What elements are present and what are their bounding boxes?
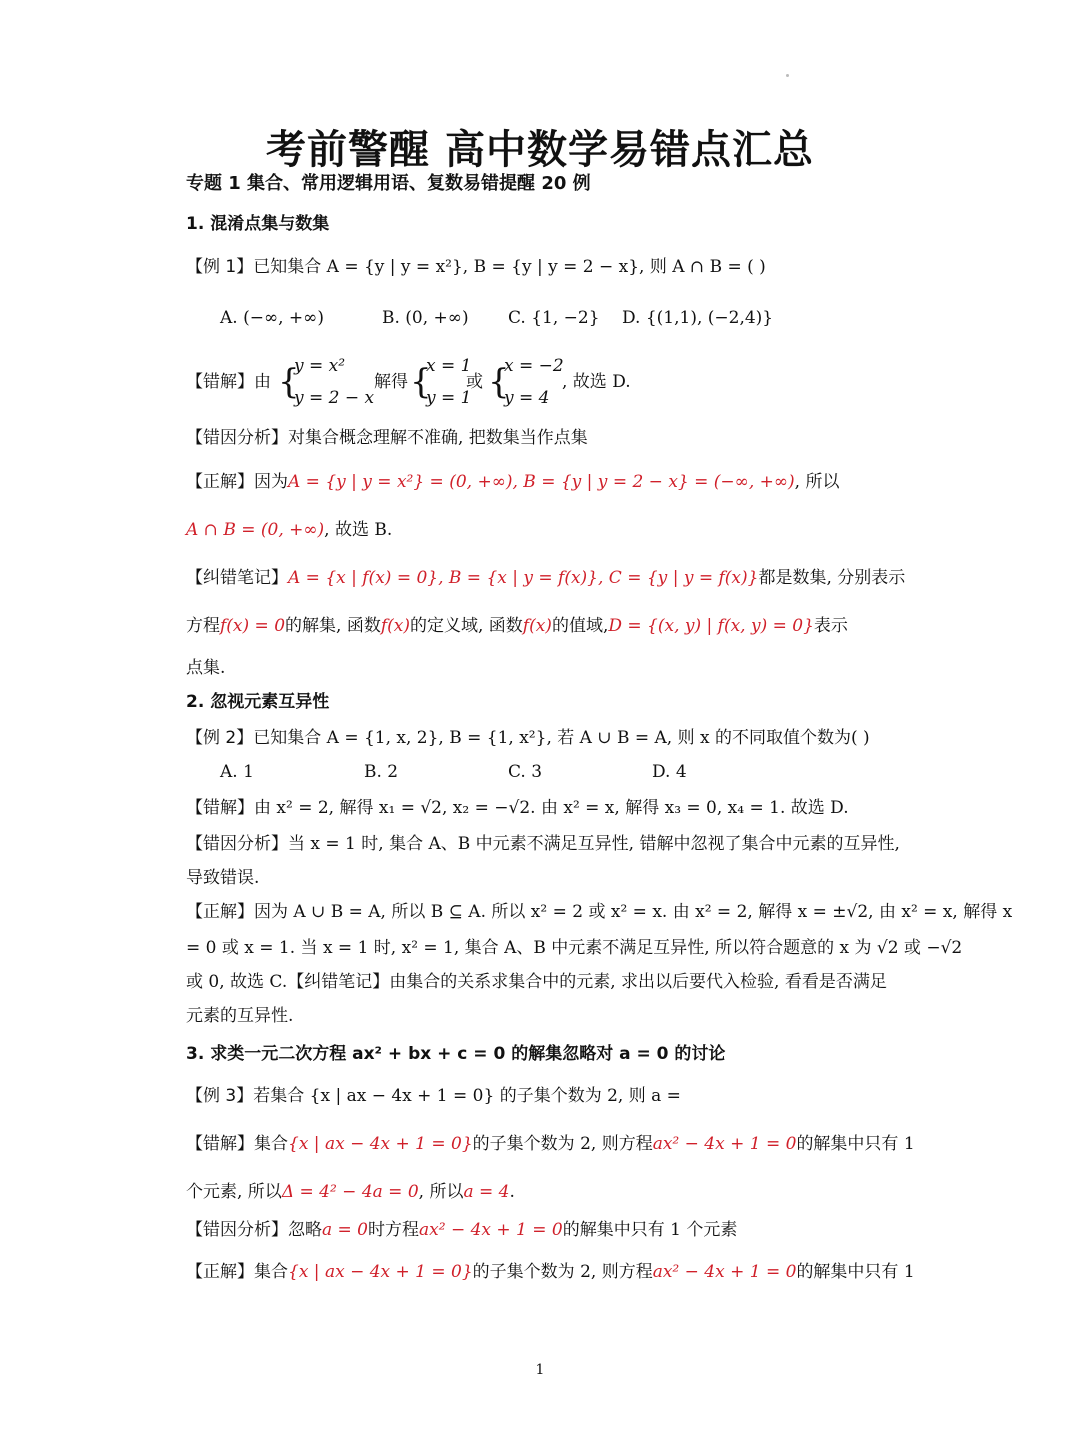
cause-2 <box>186 832 906 856</box>
example-1-text: 已知集合 A = {y | y = x²}, B = {y | y = 2 − x}, 则 A ∩ B = ( ) <box>253 257 766 277</box>
example-1-option-d: D. {(1,1), (−2,4)} <box>622 308 774 328</box>
note-1-t5: 表示 <box>813 616 848 636</box>
section-2-heading: 2. 忽视元素互异性 <box>186 692 330 712</box>
example-2-option-c: C. 3 <box>508 762 543 782</box>
solution-b-x: x = −2 <box>504 356 564 376</box>
system-1-eq2: y = 2 − x <box>294 388 375 408</box>
wrong-3-f1: {x | ax − 4x + 1 = 0} <box>288 1134 473 1154</box>
note-1-post: 都是数集, 分别表示 <box>758 568 906 588</box>
wrong-3-tag: 【错解】 <box>186 1134 254 1154</box>
section-3-heading: 3. 求类一元二次方程 ax² + bx + c = 0 的解集忽略对 a = 0 的讨论 <box>186 1044 726 1064</box>
note-1-f3: f(x) <box>522 616 552 636</box>
section-1-heading: 1. 混淆点集与数集 <box>186 214 330 234</box>
correct-2-answer: 或 0, 故选 C. <box>186 972 288 992</box>
correct-3-f1: {x | ax − 4x + 1 = 0} <box>288 1262 473 1282</box>
note-1-f2: f(x) <box>380 616 410 636</box>
cause-1-tag: 【错因分析】 <box>186 428 288 448</box>
example-1-option-b: B. (0, +∞) <box>382 308 469 328</box>
correct-2-line4: 元素的互异性. <box>186 1006 294 1026</box>
wrong-solution-2 <box>186 796 906 820</box>
note-1-tag: 【纠错笔记】 <box>186 568 288 588</box>
solution-a-y: y = 1 <box>426 388 472 408</box>
cause-3-f2: ax² − 4x + 1 = 0 <box>419 1220 563 1240</box>
correct-2-line2: = 0 或 x = 1. 当 x = 1 时, x² = 1, 集合 A、B 中元素不满足互异性, 所以符合题意的 x 为 √2 或 −√2 <box>186 938 963 958</box>
wrong-2-tag: 【错解】 <box>186 798 254 818</box>
wrong-1-tag: 【错解】 <box>186 372 254 392</box>
cause-3-tag: 【错因分析】 <box>186 1220 288 1240</box>
solution-a-x: x = 1 <box>426 356 472 376</box>
example-3-tag: 【例 3】 <box>186 1086 254 1106</box>
correct-2-line3 <box>186 970 906 994</box>
wrong-3-f2: ax² − 4x + 1 = 0 <box>652 1134 797 1154</box>
example-2-option-b: B. 2 <box>364 762 399 782</box>
topic-heading: 专题 1 集合、常用逻辑用语、复数易错提醒 20 例 <box>186 173 591 194</box>
page-title: 考前警醒 高中数学易错点汇总 <box>266 127 814 173</box>
wrong-2-text: 由 x² = 2, 解得 x₁ = √2, x₂ = −√2. 由 x² = x, 解得 x₃ = 0, x₄ = 1. 故选 D. <box>254 798 849 818</box>
correct-3-t3: 的解集中只有 1 <box>796 1262 915 1282</box>
solution-b-y: y = 4 <box>504 388 550 408</box>
correct-1-answer: , 故选 B. <box>324 520 393 540</box>
example-2-option-d: D. 4 <box>652 762 687 782</box>
wrong-3b-f2: a = 4 <box>463 1182 510 1202</box>
correct-1-pre: 因为 <box>254 472 288 492</box>
note-1-t1: 方程 <box>186 616 220 636</box>
cause-3-t3: 的解集中只有 1 个元素 <box>562 1220 738 1240</box>
cause-3 <box>186 1218 906 1242</box>
wrong-solution-3-cont <box>186 1180 906 1204</box>
note-1 <box>186 566 906 590</box>
cause-1 <box>186 426 906 450</box>
example-2 <box>186 726 906 750</box>
example-3 <box>186 1084 906 1108</box>
correct-2-tag: 【正解】 <box>186 902 254 922</box>
example-1-option-a: A. (−∞, +∞) <box>220 308 324 328</box>
note-2-tag: 【纠错笔记】 <box>287 972 390 992</box>
cause-2-text: 当 x = 1 时, 集合 A、B 中元素不满足互异性, 错解中忽视了集合中元素的互异性, <box>288 834 900 854</box>
system-brace-1: { <box>278 362 300 402</box>
note-2-text: 由集合的关系求集合中的元素, 求出以后要代入检验, 看看是否满足 <box>389 972 887 992</box>
wrong-1-or: 或 <box>466 372 483 392</box>
cause-2-tag: 【错因分析】 <box>186 834 288 854</box>
note-1-f4: D = {(x, y) | f(x, y) = 0} <box>608 616 814 636</box>
correct-2-text: 因为 A ∪ B = A, 所以 B ⊆ A. 所以 x² = 2 或 x² = x. 由 x² = 2, 解得 x = ±√2, 由 x² = x, 解得 x <box>254 902 1013 922</box>
correct-1-tag: 【正解】 <box>186 472 254 492</box>
note-1-formula: A = {x | f(x) = 0}, B = {x | y = f(x)}, C = {y | y = f(x)} <box>288 568 759 588</box>
note-1-cont <box>186 614 906 638</box>
correct-3-t1: 集合 <box>254 1262 288 1282</box>
correct-3 <box>186 1260 915 1284</box>
correct-3-t2: 的子集个数为 2, 则方程 <box>472 1262 653 1282</box>
wrong-1-pre: 由 <box>254 372 271 392</box>
example-1 <box>186 255 906 279</box>
system-1-eq1: y = x² <box>294 356 346 376</box>
correct-1-formula: A = {y | y = x²} = (0, +∞), B = {y | y = 2 − x} = (−∞, +∞) <box>288 472 795 492</box>
wrong-3b-t3: . <box>509 1182 515 1202</box>
example-1-tag: 【例 1】 <box>186 257 254 277</box>
example-1-option-c: C. {1, −2} <box>508 308 600 328</box>
page-number: 1 <box>535 1362 545 1378</box>
wrong-3b-t1: 个元素, 所以 <box>186 1182 282 1202</box>
cause-2-cont: 导致错误. <box>186 868 260 888</box>
correct-1 <box>186 470 906 494</box>
scan-speck <box>786 74 789 77</box>
wrong-3-t3: 的解集中只有 1 <box>796 1134 915 1154</box>
correct-1-intersection: A ∩ B = (0, +∞) <box>186 520 325 540</box>
wrong-3-t2: 的子集个数为 2, 则方程 <box>472 1134 653 1154</box>
example-2-option-a: A. 1 <box>220 762 254 782</box>
note-1-t3: 的定义域, 函数 <box>409 616 523 636</box>
cause-1-text: 对集合概念理解不准确, 把数集当作点集 <box>288 428 588 448</box>
note-1-f1: f(x) = 0 <box>220 616 286 636</box>
correct-3-f2: ax² − 4x + 1 = 0 <box>652 1262 797 1282</box>
wrong-3b-t2: , 所以 <box>418 1182 464 1202</box>
correct-1-cont <box>186 518 906 542</box>
wrong-3-t1: 集合 <box>254 1134 288 1154</box>
wrong-solution-3 <box>186 1132 915 1156</box>
wrong-3b-f1: Δ = 4² − 4a = 0 <box>281 1182 419 1202</box>
cause-3-t1: 忽略 <box>288 1220 322 1240</box>
cause-3-t2: 时方程 <box>368 1220 420 1240</box>
system-brace-2: { <box>410 362 432 402</box>
note-1-t2: 的解集, 函数 <box>285 616 381 636</box>
example-3-text: 若集合 {x | ax − 4x + 1 = 0} 的子集个数为 2, 则 a = <box>253 1086 681 1106</box>
wrong-1-mid: 解得 <box>374 372 408 392</box>
note-1-end: 点集. <box>186 658 226 678</box>
wrong-1-post: , 故选 D. <box>562 372 631 392</box>
example-2-tag: 【例 2】 <box>186 728 254 748</box>
correct-3-tag: 【正解】 <box>186 1262 254 1282</box>
example-2-text: 已知集合 A = {1, x, 2}, B = {1, x²}, 若 A ∪ B = A, 则 x 的不同取值个数为( ) <box>253 728 870 748</box>
correct-2 <box>186 900 1013 924</box>
correct-1-post: , 所以 <box>794 472 840 492</box>
cause-3-f1: a = 0 <box>322 1220 369 1240</box>
system-brace-3: { <box>488 362 510 402</box>
note-1-t4: 的值域, <box>551 616 609 636</box>
